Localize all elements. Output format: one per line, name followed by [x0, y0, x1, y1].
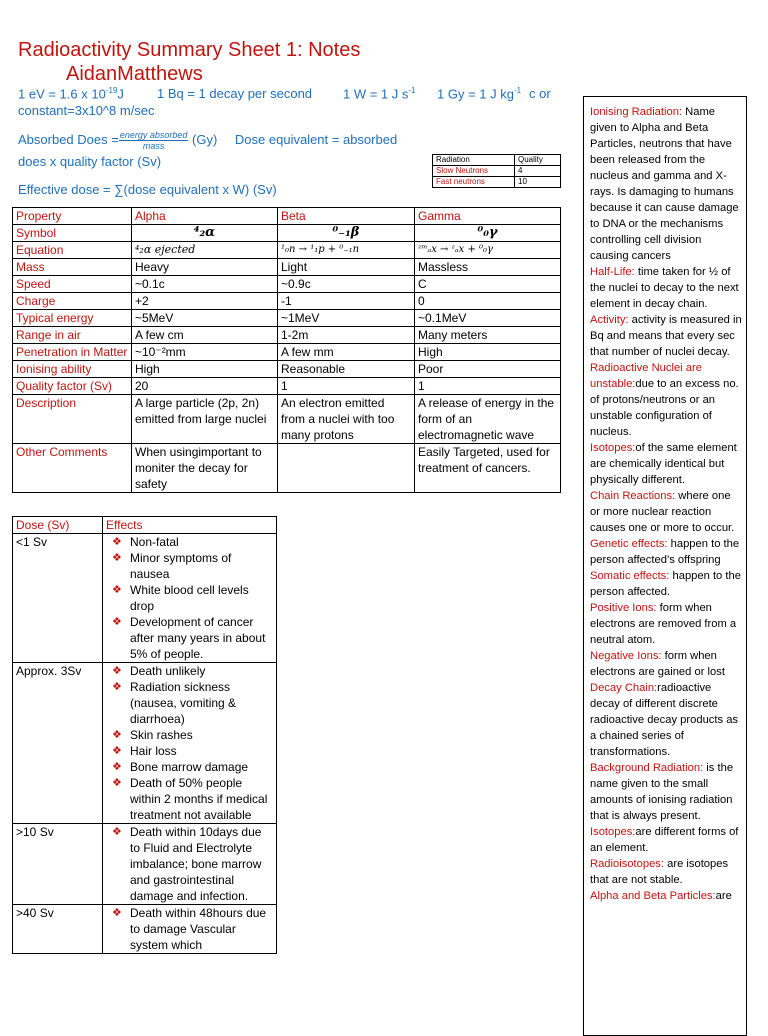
table-row: [13, 225, 561, 242]
gamma-equation: ᶻᵐₐx → ᶻₐx + ⁰₀γ: [415, 242, 561, 259]
definition-positive-ions: Positive Ions: form when electrons are removed from a neutral atom.: [590, 602, 737, 646]
cell: ~5MeV: [132, 310, 278, 327]
table-row: [13, 361, 561, 378]
table-row: [13, 276, 561, 293]
cell: High: [415, 344, 561, 361]
definition-genetic-effects: Genetic effects: happen to the person affected’s offspring: [590, 538, 740, 566]
formula-effective-dose: Effective dose = ∑(dose equivalent x W) (Sv): [18, 182, 277, 197]
header-effects: Effects: [103, 517, 277, 534]
cell: 1-2m: [278, 327, 415, 344]
cell: +2: [132, 293, 278, 310]
cell: Massless: [415, 259, 561, 276]
cell: ~0.1c: [132, 276, 278, 293]
cell: A few cm: [132, 327, 278, 344]
quality-value: 4: [515, 166, 561, 177]
table-row: [13, 663, 277, 824]
table-row: [13, 905, 277, 954]
row-label: Typical energy: [13, 310, 132, 327]
header-alpha: Alpha: [132, 208, 278, 225]
page-title: Radioactivity Summary Sheet 1: Notes: [18, 39, 361, 61]
cell: A few mm: [278, 344, 415, 361]
dose-header-row: [13, 517, 277, 534]
definition-activity: Activity: activity is measured in Bq and means that every sec that number of nuclei decay.: [590, 314, 742, 358]
table-row: [13, 444, 561, 493]
cell: ~0.1MeV: [415, 310, 561, 327]
effects-cell: [103, 905, 277, 954]
table-row: [13, 395, 561, 444]
formula-w: 1 W = 1 J $s^{-1}$: [343, 86, 416, 102]
table-row: [13, 344, 561, 361]
quality-row: [433, 166, 561, 177]
quality-factor-table: [432, 154, 561, 188]
cell: C: [415, 276, 561, 293]
cell: Reasonable: [278, 361, 415, 378]
table-row: [13, 327, 561, 344]
row-label: Quality factor (Sv): [13, 378, 132, 395]
formula-bq: 1 Bq = 1 decay per second: [157, 86, 313, 101]
cell: 1: [278, 378, 415, 395]
formula-gy: 1 Gy = 1 J $kg^{-1}$: [437, 86, 522, 102]
quality-header-radiation: Radiation: [433, 155, 515, 166]
definition-alpha-beta-particles: Alpha and Beta Particles:are: [590, 890, 732, 902]
list-item: ❖ Hair loss: [106, 743, 273, 759]
definition-decay-chain: Decay Chain:radioactive decay of different discrete radioactive decay products as a chained series of transformations.: [590, 682, 739, 758]
row-label: Speed: [13, 276, 132, 293]
beta-equation: ¹₀n → ¹₁p + ⁰₋₁n: [278, 242, 415, 259]
table-row: [13, 378, 561, 395]
definition-negative-ions: Negative Ions: form when electrons are gained or lost: [590, 650, 725, 678]
cell: -1: [278, 293, 415, 310]
dose-value: >40 Sv: [13, 905, 103, 954]
cell: A large particle (2p, 2n) emitted from large nuclei: [132, 395, 278, 444]
properties-table: [12, 207, 561, 493]
table-row: [13, 259, 561, 276]
table-row: [13, 293, 561, 310]
definition-background-radiation: Background Radiation: is the name given to the small amounts of ionising radiation that is always present.: [590, 762, 734, 822]
absorbed-fraction: $\frac{\text{energy absorbed}}{\text{mass}}$: [119, 130, 188, 152]
header-property: Property: [13, 208, 132, 225]
cell: An electron emitted from a nuclei with too many protons: [278, 395, 415, 444]
quality-table-header: [433, 155, 561, 166]
definition-radioactive-nuclei: Radioactive Nuclei are unstable:due to an excess no. of protons/neutrons or an unstable configuration of nucleus.: [590, 362, 739, 438]
row-label: Symbol: [13, 225, 132, 242]
definition-isotopes-forms: Isotopes:are different forms of an element.: [590, 826, 739, 854]
quality-value: 10: [515, 177, 561, 188]
properties-header-row: [13, 208, 561, 225]
table-row: [13, 534, 277, 663]
formula-c-constant: constant=3x10^8 m/sec: [18, 103, 155, 118]
list-item: ❖ Death of 50% people within 2 months if medical treatment not available: [106, 775, 273, 823]
list-item: ❖ Development of cancer after many years in about 5% of people.: [106, 614, 273, 662]
row-label: Penetration in Matter: [13, 344, 132, 361]
table-row: [13, 824, 277, 905]
dose-value: >10 Sv: [13, 824, 103, 905]
table-row: [13, 310, 561, 327]
header-dose: Dose (Sv): [13, 517, 103, 534]
list-item: ❖ Radiation sickness (nausea, vomiting & diarrhoea): [106, 679, 273, 727]
row-label: Ionising ability: [13, 361, 132, 378]
beta-symbol: ⁰₋₁β: [278, 225, 415, 242]
row-label: Mass: [13, 259, 132, 276]
author-name: AidanMatthews: [66, 63, 203, 85]
effects-cell: [103, 534, 277, 663]
alpha-symbol: ⁴₂α: [132, 225, 278, 242]
formula-absorbed: Absorbed Does = $\frac{\text{energy absorbed}}{\text{mass}}$ (Gy) Dose equivalent = absorbed: [18, 130, 398, 152]
cell: 20: [132, 378, 278, 395]
effects-cell: [103, 824, 277, 905]
definition-half-life: Half-Life: time taken for ½ of the nuclei to decay to the next element in decay chain.: [590, 266, 739, 310]
list-item: ❖ Minor symptoms of nausea: [106, 550, 273, 582]
dose-value: <1 Sv: [13, 534, 103, 663]
definition-radioisotopes: Radioisotopes: are isotopes that are not stable.: [590, 858, 729, 886]
list-item: ❖ Bone marrow damage: [106, 759, 273, 775]
quality-radiation: Slow Neutrons: [433, 166, 515, 177]
list-item: ❖ Death within 48hours due to damage Vascular system which: [106, 905, 273, 953]
cell: ~1MeV: [278, 310, 415, 327]
header-gamma: Gamma: [415, 208, 561, 225]
cell: When usingimportant to moniter the decay for safety: [132, 444, 278, 493]
cell: High: [132, 361, 278, 378]
row-label: Charge: [13, 293, 132, 310]
definition-isotopes: Isotopes:of the same element are chemically identical but physically different.: [590, 442, 737, 486]
row-label: Range in air: [13, 327, 132, 344]
cell: 1: [415, 378, 561, 395]
gamma-symbol: ⁰₀γ: [415, 225, 561, 242]
dose-value: Approx. 3Sv: [13, 663, 103, 824]
list-item: ❖ Non-fatal: [106, 534, 273, 550]
cell: Light: [278, 259, 415, 276]
cell: Easily Targeted, used for treatment of cancers.: [415, 444, 561, 493]
quality-header-quality: Quality: [515, 155, 561, 166]
cell: [278, 444, 415, 493]
formula-ev: 1 eV = 1.6 x $10^{-19}J$: [18, 86, 124, 102]
alpha-equation: ⁴₂α ejected: [132, 242, 278, 259]
cell: ~0.9c: [278, 276, 415, 293]
list-item: ❖ Death within 10days due to Fluid and Electrolyte imbalance; bone marrow and gastrointestinal damage and infection.: [106, 824, 273, 904]
table-row: [13, 242, 561, 259]
definitions-panel: [583, 96, 747, 1036]
list-item: ❖ Death unlikely: [106, 663, 273, 679]
cell: 0: [415, 293, 561, 310]
cell: A release of energy in the form of an electromagnetic wave: [415, 395, 561, 444]
cell: ~10⁻²mm: [132, 344, 278, 361]
list-item: ❖ Skin rashes: [106, 727, 273, 743]
quality-row: [433, 177, 561, 188]
quality-radiation: Fast neutrons: [433, 177, 515, 188]
dose-effects-table: [12, 516, 277, 954]
formula-c: c or: [529, 86, 551, 101]
effects-cell: [103, 663, 277, 824]
cell: Poor: [415, 361, 561, 378]
definition-somatic-effects: Somatic effects: happen to the person affected.: [590, 570, 741, 598]
definition-ionising-radiation: Ionising Radiation: Name given to Alpha and Beta Particles, neutrons that have been released from the nucleus and gamma and X-rays. Is damaging to humans because it can cause damage to DNA or the mechanisms controlling cell division causing cancers: [590, 106, 739, 262]
row-label: Description: [13, 395, 132, 444]
list-item: ❖ White blood cell levels drop: [106, 582, 273, 614]
cell: Many meters: [415, 327, 561, 344]
cell: Heavy: [132, 259, 278, 276]
header-beta: Beta: [278, 208, 415, 225]
row-label: Equation: [13, 242, 132, 259]
definition-chain-reactions: Chain Reactions: where one or more nuclear reaction causes one or more to occur.: [590, 490, 735, 534]
row-label: Other Comments: [13, 444, 132, 493]
formula-dose-equivalent: does x quality factor (Sv): [18, 154, 162, 169]
